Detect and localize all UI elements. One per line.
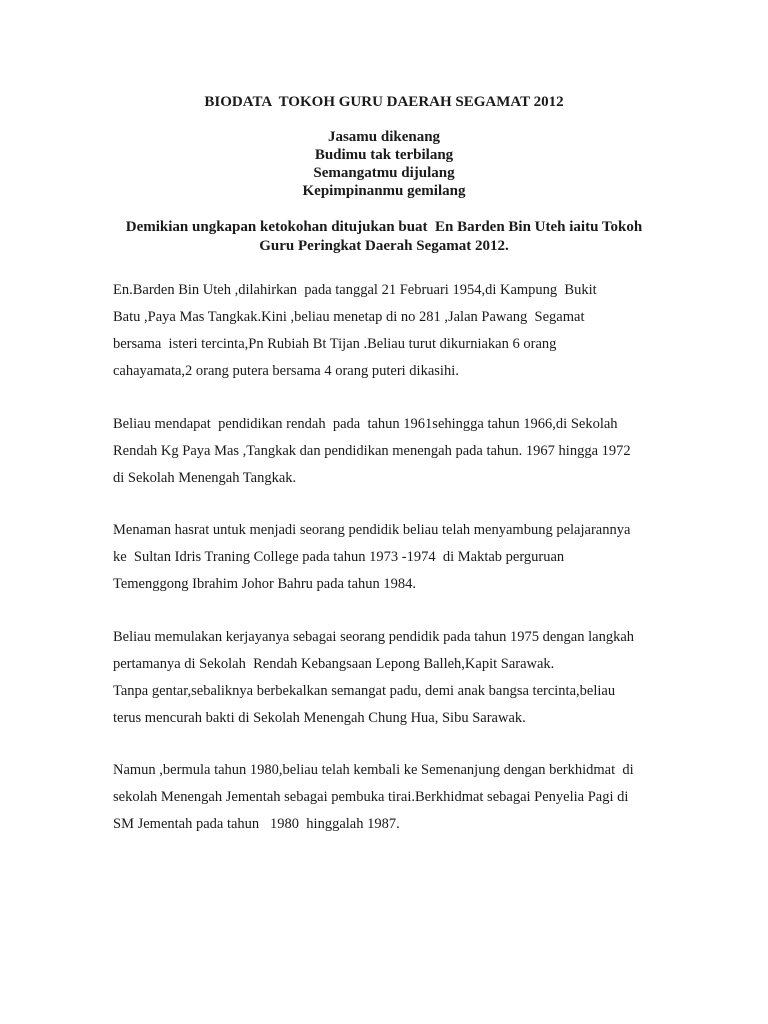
paragraph-line: Namun ,bermula tahun 1980,beliau telah kembali ke Semenanjung dengan berkhidmat di [113, 762, 634, 778]
paragraph-line: cahayamata,2 orang putera bersama 4 orang puteri dikasihi. [113, 363, 459, 379]
paragraph-line: bersama isteri tercinta,Pn Rubiah Bt Tijan .Beliau turut dikurniakan 6 orang [113, 336, 557, 352]
paragraph-line: SM Jementah pada tahun 1980 hinggalah 1987. [113, 816, 400, 832]
poem-block [0, 128, 768, 200]
paragraph-line: Menaman hasrat untuk menjadi seorang pendidik beliau telah menyambung pelajarannya [113, 522, 631, 538]
poem-line: Jasamu dikenang [327, 129, 441, 145]
paragraph-line: Tanpa gentar,sebaliknya berbekalkan semangat padu, demi anak bangsa tercinta,beliau [113, 683, 616, 699]
paragraph-line: terus mencurah bakti di Sekolah Menengah Chung Hua, Sibu Sarawak. [113, 710, 526, 726]
poem-line: Kepimpinanmu gemilang [302, 183, 466, 199]
paragraph-career-return [113, 757, 673, 838]
dedication-block [0, 218, 768, 256]
dedication-line: Guru Peringkat Daerah Segamat 2012. [259, 238, 509, 254]
paragraph-line: ke Sultan Idris Traning College pada tahun 1973 -1974 di Maktab perguruan [113, 549, 565, 565]
paragraph-birth [113, 277, 673, 385]
paragraph-line: Rendah Kg Paya Mas ,Tangkak dan pendidikan menengah pada tahun. 1967 hingga 1972 [113, 443, 631, 459]
paragraph-line: sekolah Menengah Jementah sebagai pembuka tirai.Berkhidmat sebagai Penyelia Pagi di [113, 789, 629, 805]
dedication-line: Demikian ungkapan ketokohan ditujukan buat En Barden Bin Uteh iaitu Tokoh [125, 219, 643, 235]
poem-line: Semangatmu dijulang [313, 165, 455, 181]
paragraph-career-start [113, 624, 673, 732]
poem-line: Budimu tak terbilang [314, 147, 454, 163]
document-title: BIODATA TOKOH GURU DAERAH SEGAMAT 2012 [204, 94, 564, 110]
paragraph-line: pertamanya di Sekolah Rendah Kebangsaan Lepong Balleh,Kapit Sarawak. [113, 656, 555, 672]
paragraph-education [113, 411, 673, 492]
paragraph-line: Temenggong Ibrahim Johor Bahru pada tahun 1984. [113, 576, 417, 592]
paragraph-line: di Sekolah Menengah Tangkak. [113, 470, 297, 486]
paragraph-line: Beliau mendapat pendidikan rendah pada tahun 1961sehingga tahun 1966,di Sekolah [113, 416, 618, 432]
paragraph-line: Beliau memulakan kerjayanya sebagai seorang pendidik pada tahun 1975 dengan langkah [113, 629, 635, 645]
paragraph-line: En.Barden Bin Uteh ,dilahirkan pada tanggal 21 Februari 1954,di Kampung Bukit [113, 282, 597, 298]
paragraph-line: Batu ,Paya Mas Tangkak.Kini ,beliau menetap di no 281 ,Jalan Pawang Segamat [113, 309, 585, 325]
paragraph-teacher-training [113, 517, 673, 598]
